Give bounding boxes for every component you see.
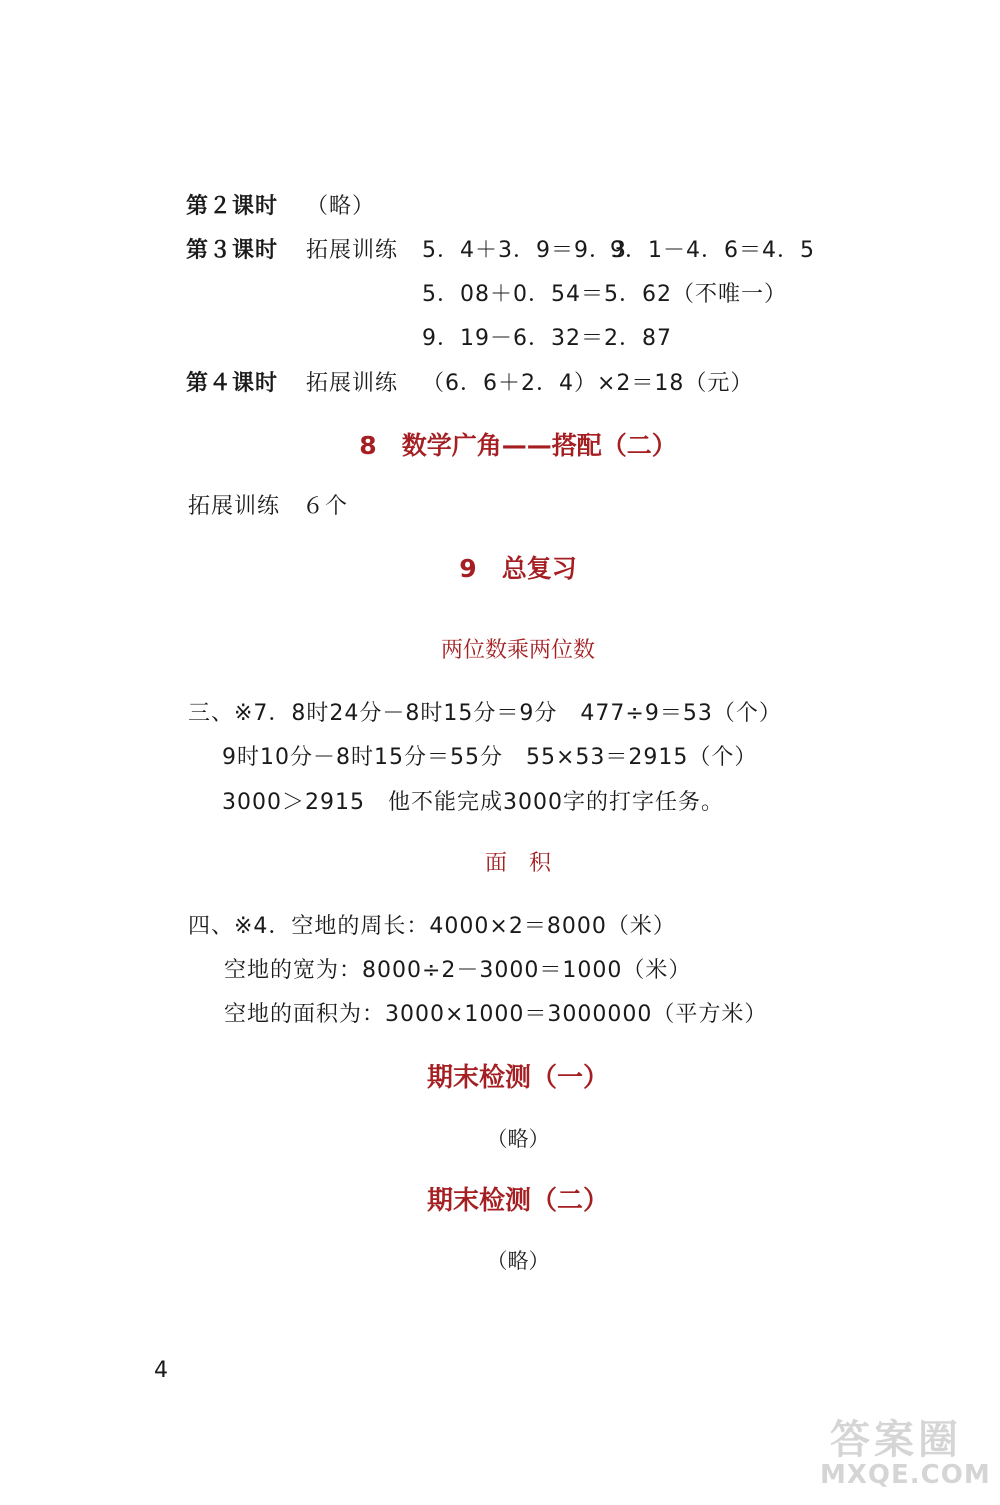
subsection-area: 面 积 [484,851,551,876]
lesson-3-equation-1: 5．4＋3．9＝9．3 [422,238,627,263]
lesson-2-text: （略） [306,194,376,219]
lesson-3-equation-4: 9．19－6．32＝2．87 [422,326,672,351]
watermark-logo [820,1408,990,1498]
question-4-line-3: 空地的面积为：3000×1000＝3000000（平方米） [224,1002,768,1027]
final-exam-2-text: （略） [486,1249,550,1273]
final-exam-1-text: （略） [486,1127,550,1151]
lesson-4-tag: 拓展训练 [306,371,399,396]
subsection-two-digit-multiplication: 两位数乘两位数 [440,638,595,663]
lesson-4-label: 第４课时 [186,371,279,396]
section-9-title: 9 总复习 [459,554,577,583]
question-3-line-2: 9时10分－8时15分＝55分 55×53＝2915（个） [222,745,758,770]
page-number: 4 [154,1358,168,1383]
watermark-top-text: 答案圈 [830,1417,962,1463]
final-exam-2-title: 期末检测（二） [426,1186,609,1216]
section-8-answer: ６个 [302,494,349,519]
lesson-3-equation-3: 5．08＋0．54＝5．62（不唯一） [422,282,787,307]
lesson-3-tag: 拓展训练 [306,238,399,263]
watermark-bottom-text: MXQE.COM [820,1460,991,1490]
lesson-2-label: 第２课时 [186,194,279,219]
lesson-3-equation-2: 9．1－4．6＝4．5 [610,238,815,263]
question-3-line-1: 三、※7．8时24分－8时15分＝9分 477÷9＝53（个） [188,701,782,726]
section-8-title: 8 数学广角——搭配（二） [359,431,677,460]
lesson-4-equation: （6．6＋2．4）×2＝18（元） [422,371,754,396]
question-4-line-2: 空地的宽为：8000÷2－3000＝1000（米） [224,958,692,983]
final-exam-1-title: 期末检测（一） [426,1063,609,1093]
lesson-3-label: 第３课时 [186,238,279,263]
question-3-line-3: 3000＞2915 他不能完成3000字的打字任务。 [222,790,724,815]
question-4-line-1: 四、※4．空地的周长：4000×2＝8000（米） [188,914,676,939]
section-8-training-label: 拓展训练 [188,494,281,519]
